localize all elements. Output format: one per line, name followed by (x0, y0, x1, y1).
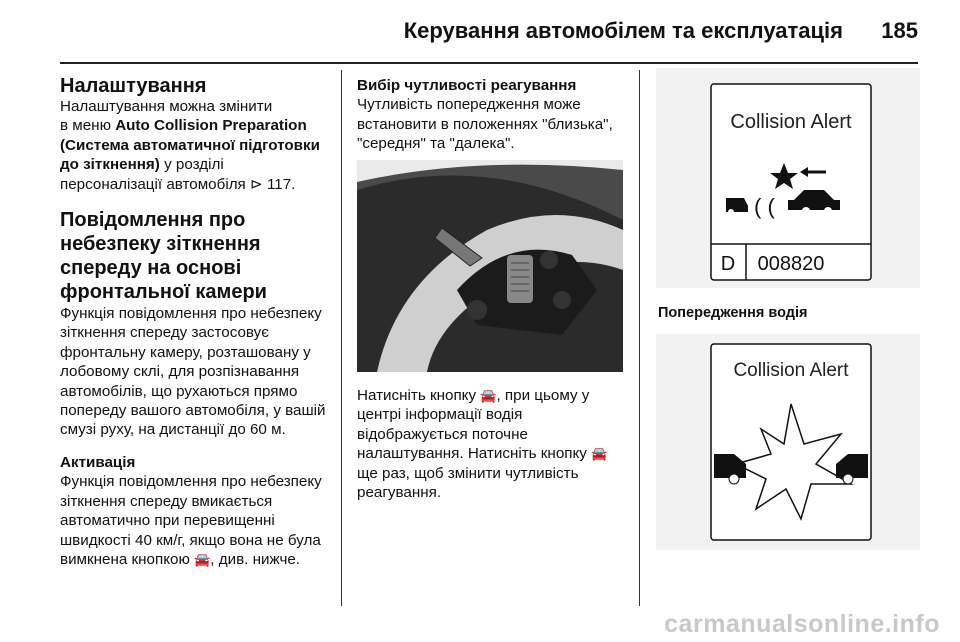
heading-sensitivity: Вибір чутливості реагування (357, 77, 577, 94)
sensitivity-instruction (357, 386, 629, 502)
heading-activation: Активація (60, 453, 136, 471)
page-number: 185 (881, 18, 918, 43)
collision-button-icon: 🚘 (591, 446, 608, 462)
menu-name: Auto Collision Preparation (Система автоматичної підготовки до зіткнення) (60, 117, 320, 174)
screen-code-letter: D (720, 253, 736, 275)
page-ref-arrow-icon: ⊳ (250, 175, 263, 193)
figure-caption: Попередження водія (658, 305, 808, 321)
screen-code-value: 008820 (757, 253, 825, 275)
screen-title: Collision Alert (733, 360, 849, 381)
collision-alert-screen (656, 68, 920, 288)
text: персоналізації автомобіля (60, 175, 250, 193)
screen-title: Collision Alert (730, 111, 852, 133)
column-2 (357, 76, 629, 154)
text: , при цьому у центрі інформації водія відображується поточне налаштування. Натисніть кнопку (357, 387, 592, 463)
warning-paragraph: Функція повідомлення про небезпеку зіткнення спереду застосовує фронтальну камеру, розташовану у лобовому склі, для розпізнавання автомобілів, що рухаються прямо попереду вашого автомобіля, у вашій смузі руху, на дистанції до 60 м. (60, 305, 326, 439)
page-ref[interactable]: 117. (266, 175, 296, 193)
text: Натисніть кнопку (357, 387, 481, 404)
column-rule-2 (639, 70, 640, 606)
text: ще раз, щоб змінити чутливість реагування. (357, 464, 579, 502)
heading-collision-warning: Повідомлення про небезпеку зіткнення спереду на основі фронтальної камери (60, 209, 267, 304)
driver-warning-screen (656, 334, 920, 550)
settings-paragraph (60, 97, 332, 194)
text: , див. нижче. (210, 550, 301, 568)
watermark: carmanualsonline.info (664, 610, 940, 638)
header-rule (60, 62, 918, 64)
text: Налаштування можна змінити (60, 98, 273, 115)
sensitivity-paragraph: Чутливість попередження може встановити в положеннях "близька", "середня" та "далека". (357, 96, 613, 153)
column-rule-1 (341, 70, 342, 606)
text: Функція повідомлення про небезпеку зіткнення спереду вмикається автоматично при перевищенні швидкості 40 км/г, якщо вона не була вимкнена кнопкою (60, 473, 322, 568)
column-1 (60, 76, 332, 569)
collision-button-icon: 🚘 (194, 551, 211, 567)
text: в меню (60, 117, 116, 135)
text: у розділі (159, 156, 224, 174)
heading-settings: Налаштування (60, 75, 207, 97)
page-header-title: Керування автомобілем та експлуатація (403, 18, 843, 43)
collision-button-icon: 🚘 (480, 388, 497, 403)
activation-paragraph (60, 472, 332, 569)
steering-wheel-image (357, 160, 623, 372)
svg-text:( (: ( ( (754, 194, 775, 219)
